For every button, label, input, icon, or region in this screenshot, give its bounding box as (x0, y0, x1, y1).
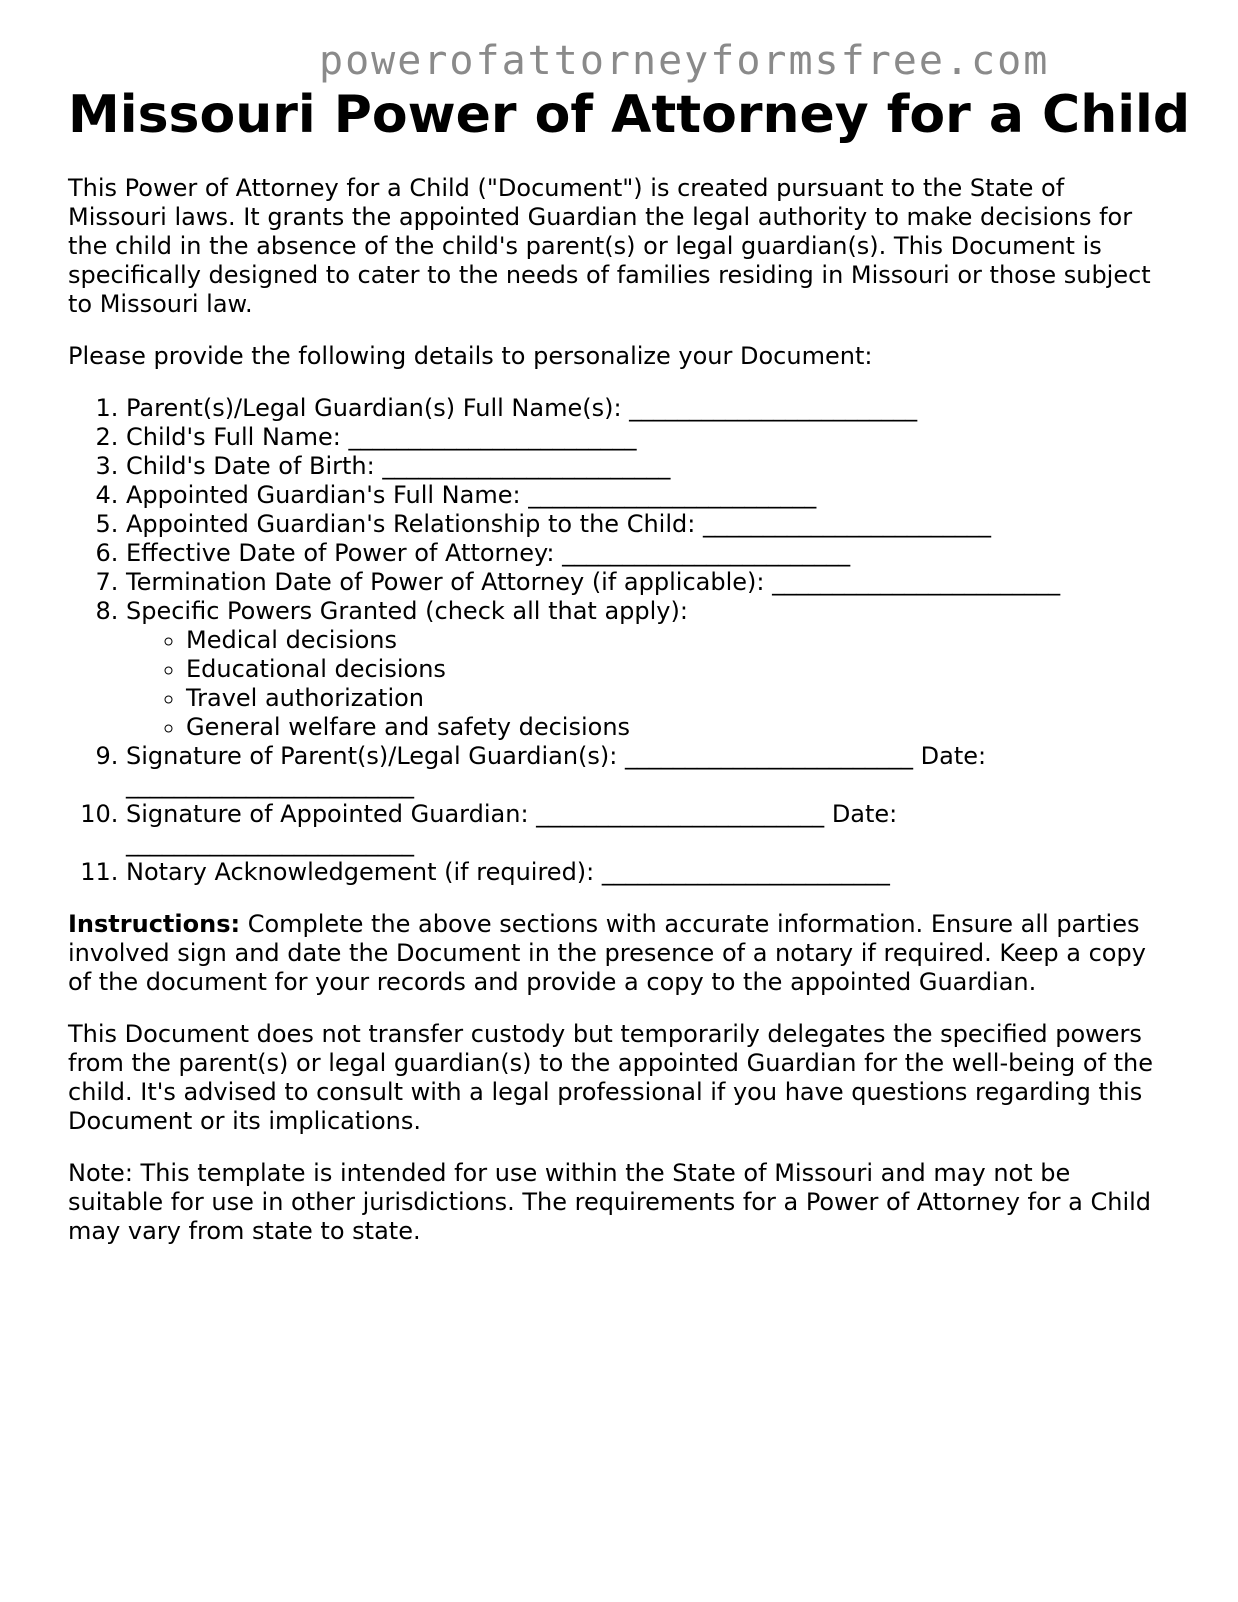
field-effective-date (126, 539, 1168, 568)
field-label: Appointed Guardian's Relationship to the Child: (126, 510, 696, 538)
note-paragraph: Note: This template is intended for use within the State of Missouri and may not be suitable for use in other jurisdictions. The requirements for a Power of Attorney for a Child may vary from state to state. (68, 1159, 1152, 1245)
field-specific-powers (126, 597, 1168, 742)
field-parent-name (126, 394, 1168, 423)
field-label: Appointed Guardian's Full Name: (126, 481, 521, 509)
field-label: Specific Powers Granted (check all that apply): (126, 597, 688, 625)
blank-line[interactable]: ________________________ (702, 510, 991, 538)
field-label: Child's Date of Birth: (126, 452, 375, 480)
field-label: Signature of Appointed Guardian: (126, 800, 529, 828)
document-body (68, 174, 1168, 1269)
field-label: Effective Date of Power of Attorney: (126, 539, 555, 567)
field-parent-signature (126, 742, 1168, 800)
details-prompt: Please provide the following details to personalize your Document: (68, 342, 873, 370)
power-option[interactable]: ◦ Educational decisions (186, 655, 1168, 684)
field-guardian-signature (126, 800, 1168, 858)
field-termination-date (126, 568, 1168, 597)
signature-blank[interactable]: ________________________ (536, 800, 825, 828)
blank-line[interactable]: ________________________ (348, 423, 637, 451)
date-label: Date: (831, 800, 898, 828)
custody-paragraph: This Document does not transfer custody but temporarily delegates the specified powers from the parent(s) or legal guardian(s) to the appointed Guardian for the well-being of the child. It's advised to consult with a legal professional if you have questions regarding this Document or its implications. (68, 1020, 1154, 1135)
power-option[interactable]: ◦ Medical decisions (186, 626, 1168, 655)
field-child-name (126, 423, 1168, 452)
date-blank[interactable]: ________________________ (126, 829, 414, 857)
field-label: Parent(s)/Legal Guardian(s) Full Name(s): (126, 394, 622, 422)
details-list (68, 394, 1168, 887)
field-label: Termination Date of Power of Attorney (if applicable): (126, 568, 765, 596)
blank-line[interactable]: ________________________ (562, 539, 851, 567)
power-option[interactable]: ◦ Travel authorization (186, 684, 1168, 713)
power-option[interactable]: ◦ General welfare and safety decisions (186, 713, 1168, 742)
field-child-dob (126, 452, 1168, 481)
powers-list (126, 626, 1168, 742)
field-guardian-relationship (126, 510, 1168, 539)
field-guardian-name (126, 481, 1168, 510)
field-notary (126, 858, 1168, 887)
document-title: Missouri Power of Attorney for a Child (68, 85, 1191, 145)
date-label: Date: (920, 742, 987, 770)
blank-line[interactable]: ________________________ (772, 568, 1061, 596)
blank-line[interactable]: ________________________ (528, 481, 817, 509)
intro-paragraph: This Power of Attorney for a Child ("Document") is created pursuant to the State of Missouri laws. It grants the appointed Guardian the legal authority to make decisions for the child in the absence of the child's parent(s) or legal guardian(s). This Document is specifically designed to cater to the needs of families residing in Missouri or those subject to Missouri law. (68, 174, 1151, 318)
signature-blank[interactable]: ________________________ (625, 742, 914, 770)
field-label: Signature of Parent(s)/Legal Guardian(s): (126, 742, 618, 770)
instructions-paragraph (68, 910, 1168, 997)
instructions-text: Complete the above sections with accurate information. Ensure all parties involved sign and date the Document in the presence of a notary if required. Keep a copy of the document for your records and provide a copy to the appointed Guardian. (68, 910, 1146, 996)
blank-line[interactable]: ________________________ (629, 394, 918, 422)
date-blank[interactable]: ________________________ (126, 771, 414, 799)
field-label: Child's Full Name: (126, 423, 341, 451)
field-label: Notary Acknowledgement (if required): (126, 858, 595, 886)
watermark: powerofattorneyformsfree.com (319, 38, 1050, 84)
blank-line[interactable]: ________________________ (601, 858, 890, 886)
instructions-label: Instructions: (68, 910, 241, 938)
blank-line[interactable]: ________________________ (382, 452, 671, 480)
